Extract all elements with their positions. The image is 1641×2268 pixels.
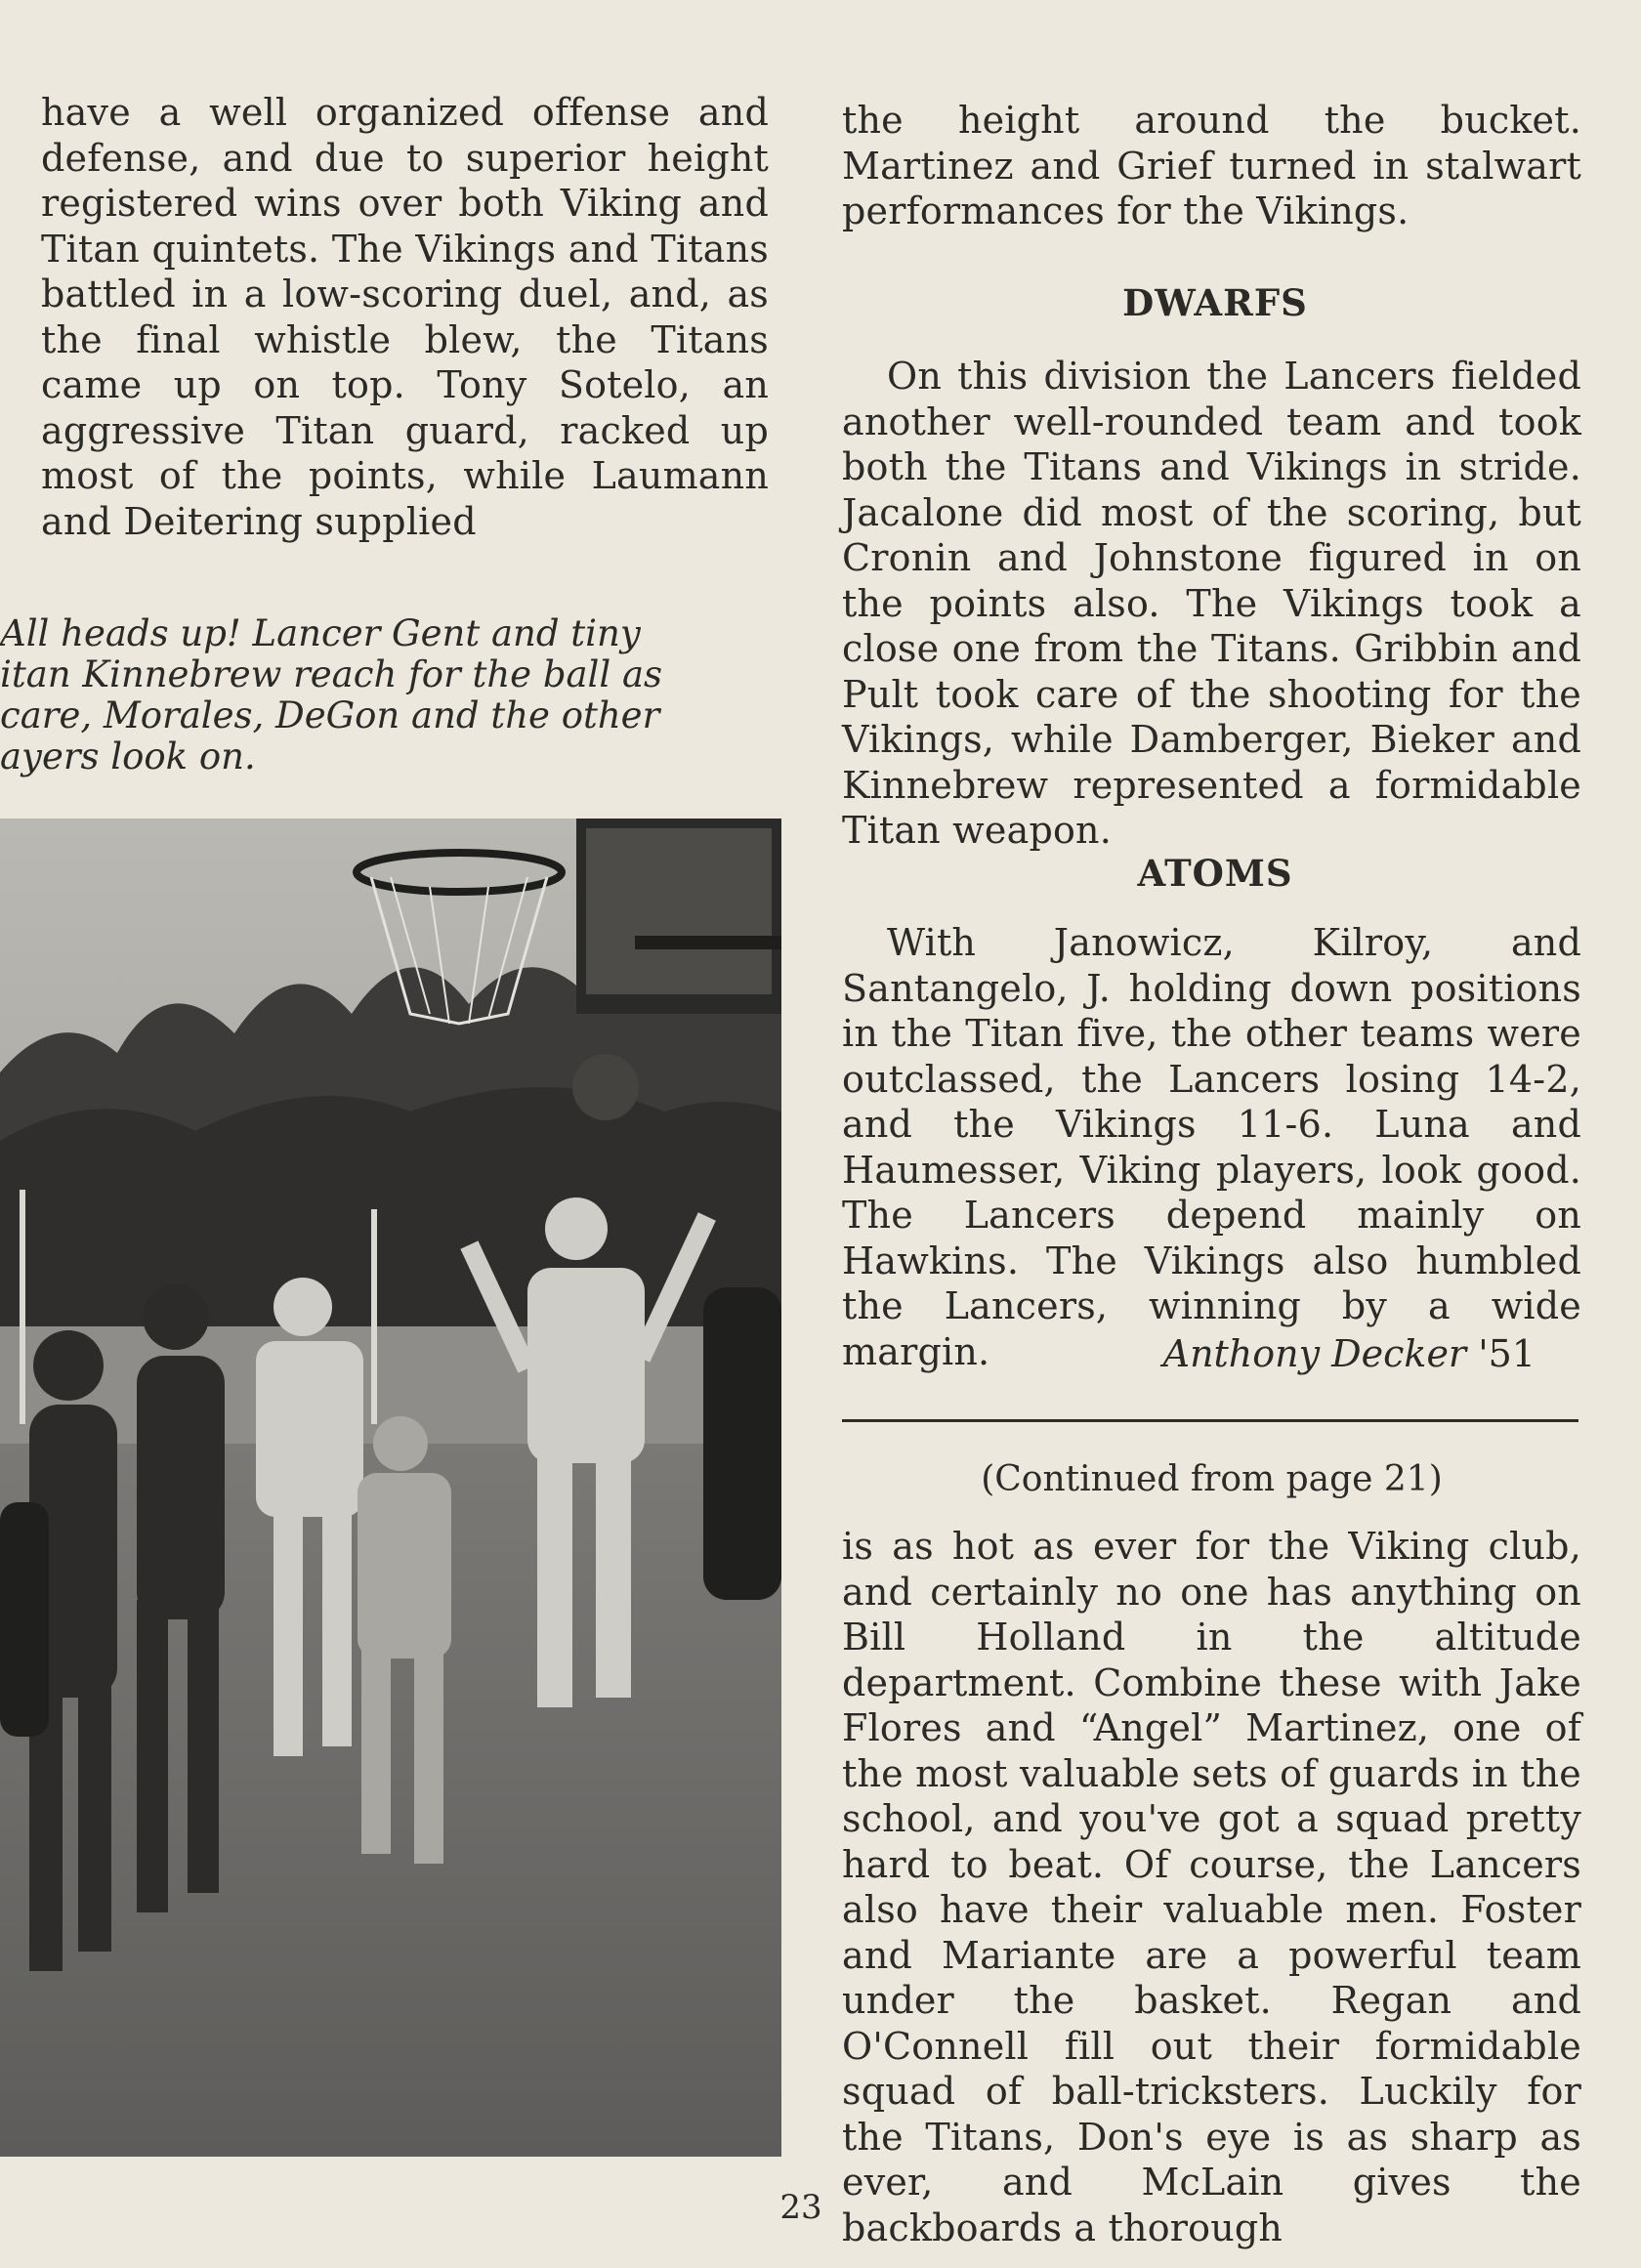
section-heading-dwarfs: DWARFS: [1122, 281, 1308, 324]
right-top-text: the height around the bucket. Martinez and Grief turned in stalwart performances for the Vikings.: [842, 99, 1581, 232]
section-body-dwarfs: On this division the Lancers fielded another well-rounded team and took both the Titans and Vikings in stride. Jacalone did most of the scoring, but Cronin and Johnstone figured in on the points also. The Vikings took a close one from the Titans. Gribbin and Pult took care of the shooting for the Vikings, while Damberger, Bieker and Kinnebrew represented a formidable Titan weapon.: [842, 355, 1581, 852]
section-divider: [842, 1419, 1578, 1422]
continued-text: is as hot as ever for the Viking club, and certainly no one has anything on Bill Holland in the altitude department. Combine these with Jake Flores and “Angel” Martinez, one of the most valuable sets of guards in the school, and you've got a squad pretty hard to beat. Of course, the Lancers also have their valuable men. Foster and Mariante are a powerful team under the basket. Regan and O'Connell fill out their formidable squad of ball-tricksters. Luckily for the Titans, Don's eye is as sharp as ever, and McLain gives the backboards a thorough: [842, 1525, 1581, 2249]
section-heading-atoms: ATOMS: [1137, 852, 1293, 895]
page-number: 23: [779, 2188, 822, 2227]
continued-from-label: (Continued from page 21): [981, 1459, 1443, 1499]
photo-caption: All heads up! Lancer Gent and tiny itan Kinnebrew reach for the ball as care, Morales, DeGon and the other ayers look on.: [0, 612, 663, 777]
article-byline: [842, 1332, 1536, 1375]
byline-year: '51: [1466, 1332, 1536, 1375]
basketball-photo: [0, 819, 781, 2157]
byline-name: Anthony Decker: [1162, 1332, 1467, 1375]
left-article-text: have a well organized offense and defense, and due to superior height registered wins over both Viking and Titan quintets. The Vikings and Titans battled in a low-scoring duel, and, as the final whistle blew, the Titans came up on top. Tony Sotelo, an aggressive Titan guard, racked up most of the points, while Laumann and Deitering supplied: [41, 91, 769, 543]
section-body-atoms: With Janowicz, Kilroy, and Santangelo, J. holding down positions in the Titan five, the other teams were outclassed, the Lancers losing 14-2, and the Vikings 11-6. Luna and Haumesser, Viking players, look good. The Lancers depend mainly on Hawkins. The Vikings also humbled the Lancers, winning by a wide margin.: [842, 921, 1581, 1373]
